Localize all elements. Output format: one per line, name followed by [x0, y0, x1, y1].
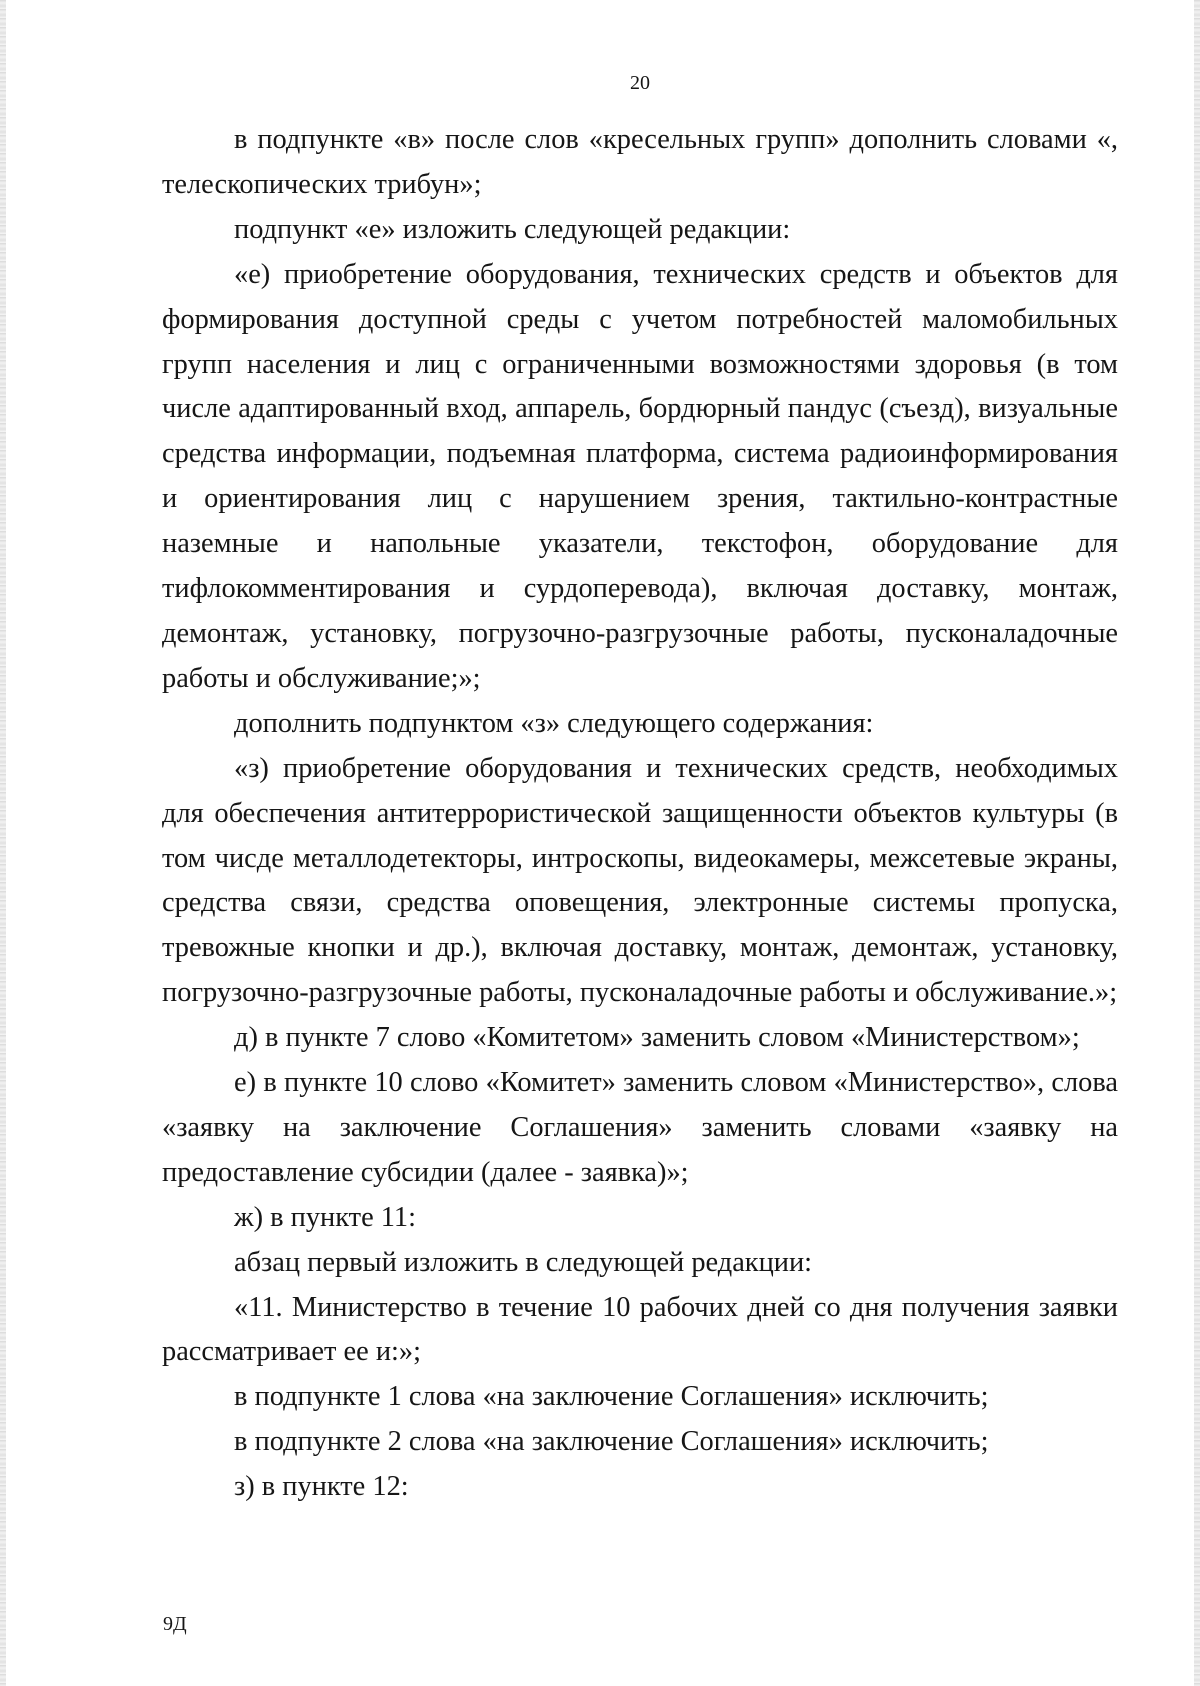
paragraph-item-11-new-text: «11. Министерство в течение 10 рабочих дней со дня получения заявки рассматривает ее и:»;	[162, 1291, 1118, 1368]
paragraph-subitem-z-intro: дополнить подпунктом «з» следующего содержания:	[234, 707, 874, 739]
paragraph-subitem-v-amendment: в подпункте «в» после слов «кресельных групп» дополнить словами «, телескопических трибун»;	[162, 124, 1118, 200]
paragraph-subitem-e-intro: подпункт «е» изложить следующей редакции:	[234, 213, 791, 245]
paragraph-item-10: е) в пункте 10 слово «Комитет» заменить словом «Министерство», слова «заявку на заключение Соглашения» заменить словами «заявку на предоставление субсидии (далее - заявка)»;	[162, 1067, 1118, 1188]
scan-edge-right	[1194, 0, 1200, 1686]
page-number: 20	[630, 72, 650, 94]
paragraph-subitem-2: в подпункте 2 слова «на заключение Соглашения» исключить;	[234, 1426, 989, 1458]
paragraph-subitem-1: в подпункте 1 слова «на заключение Соглашения» исключить;	[234, 1381, 989, 1413]
paragraph-item-11-heading: ж) в пункте 11:	[234, 1201, 417, 1233]
paragraph-item-11-first-abzac: абзац первый изложить в следующей редакции:	[234, 1246, 813, 1278]
scan-edge-left	[0, 0, 6, 1686]
paragraph-subitem-z-text: «з) приобретение оборудования и технических средств, необходимых для обеспечения антитеррористической защищенности объектов культуры (в том чисде металлодетекторы, интроскопы, видеокамеры, межсетевые экраны, средства связи, средства оповещения, электронные системы пропуска, тревожные кнопки и др.), включая доставку, монтаж, демонтаж, установку, погрузочно-разгрузочные работы, пусконаладочные работы и обслуживание.»;	[162, 752, 1118, 1009]
paragraph-item-7: д) в пункте 7 слово «Комитетом» заменить словом «Министерством»;	[234, 1022, 1080, 1054]
paragraph-subitem-e-text: «е) приобретение оборудования, технических средств и объектов для формирования доступной среды с учетом потребностей маломобильных групп населения и лиц с ограниченными возможностями здоровья (в том числе адаптированный вход, аппарель, бордюрный пандус (съезд), визуальные средства информации, подъемная платформа, система радиоинформирования и ориентирования лиц с нарушением зрения, тактильно-контрастные наземные и напольные указатели, текстофон, оборудование для тифлокомментирования и сурдоперевода), включая доставку, монтаж, демонтаж, установку, погрузочно-разгрузочные работы, пусконаладочные работы и обслуживание;»;	[162, 258, 1118, 694]
footer-code: 9Д	[163, 1613, 187, 1635]
document-body	[162, 118, 1118, 1510]
paragraph-item-12-heading: з) в пункте 12:	[234, 1471, 409, 1503]
